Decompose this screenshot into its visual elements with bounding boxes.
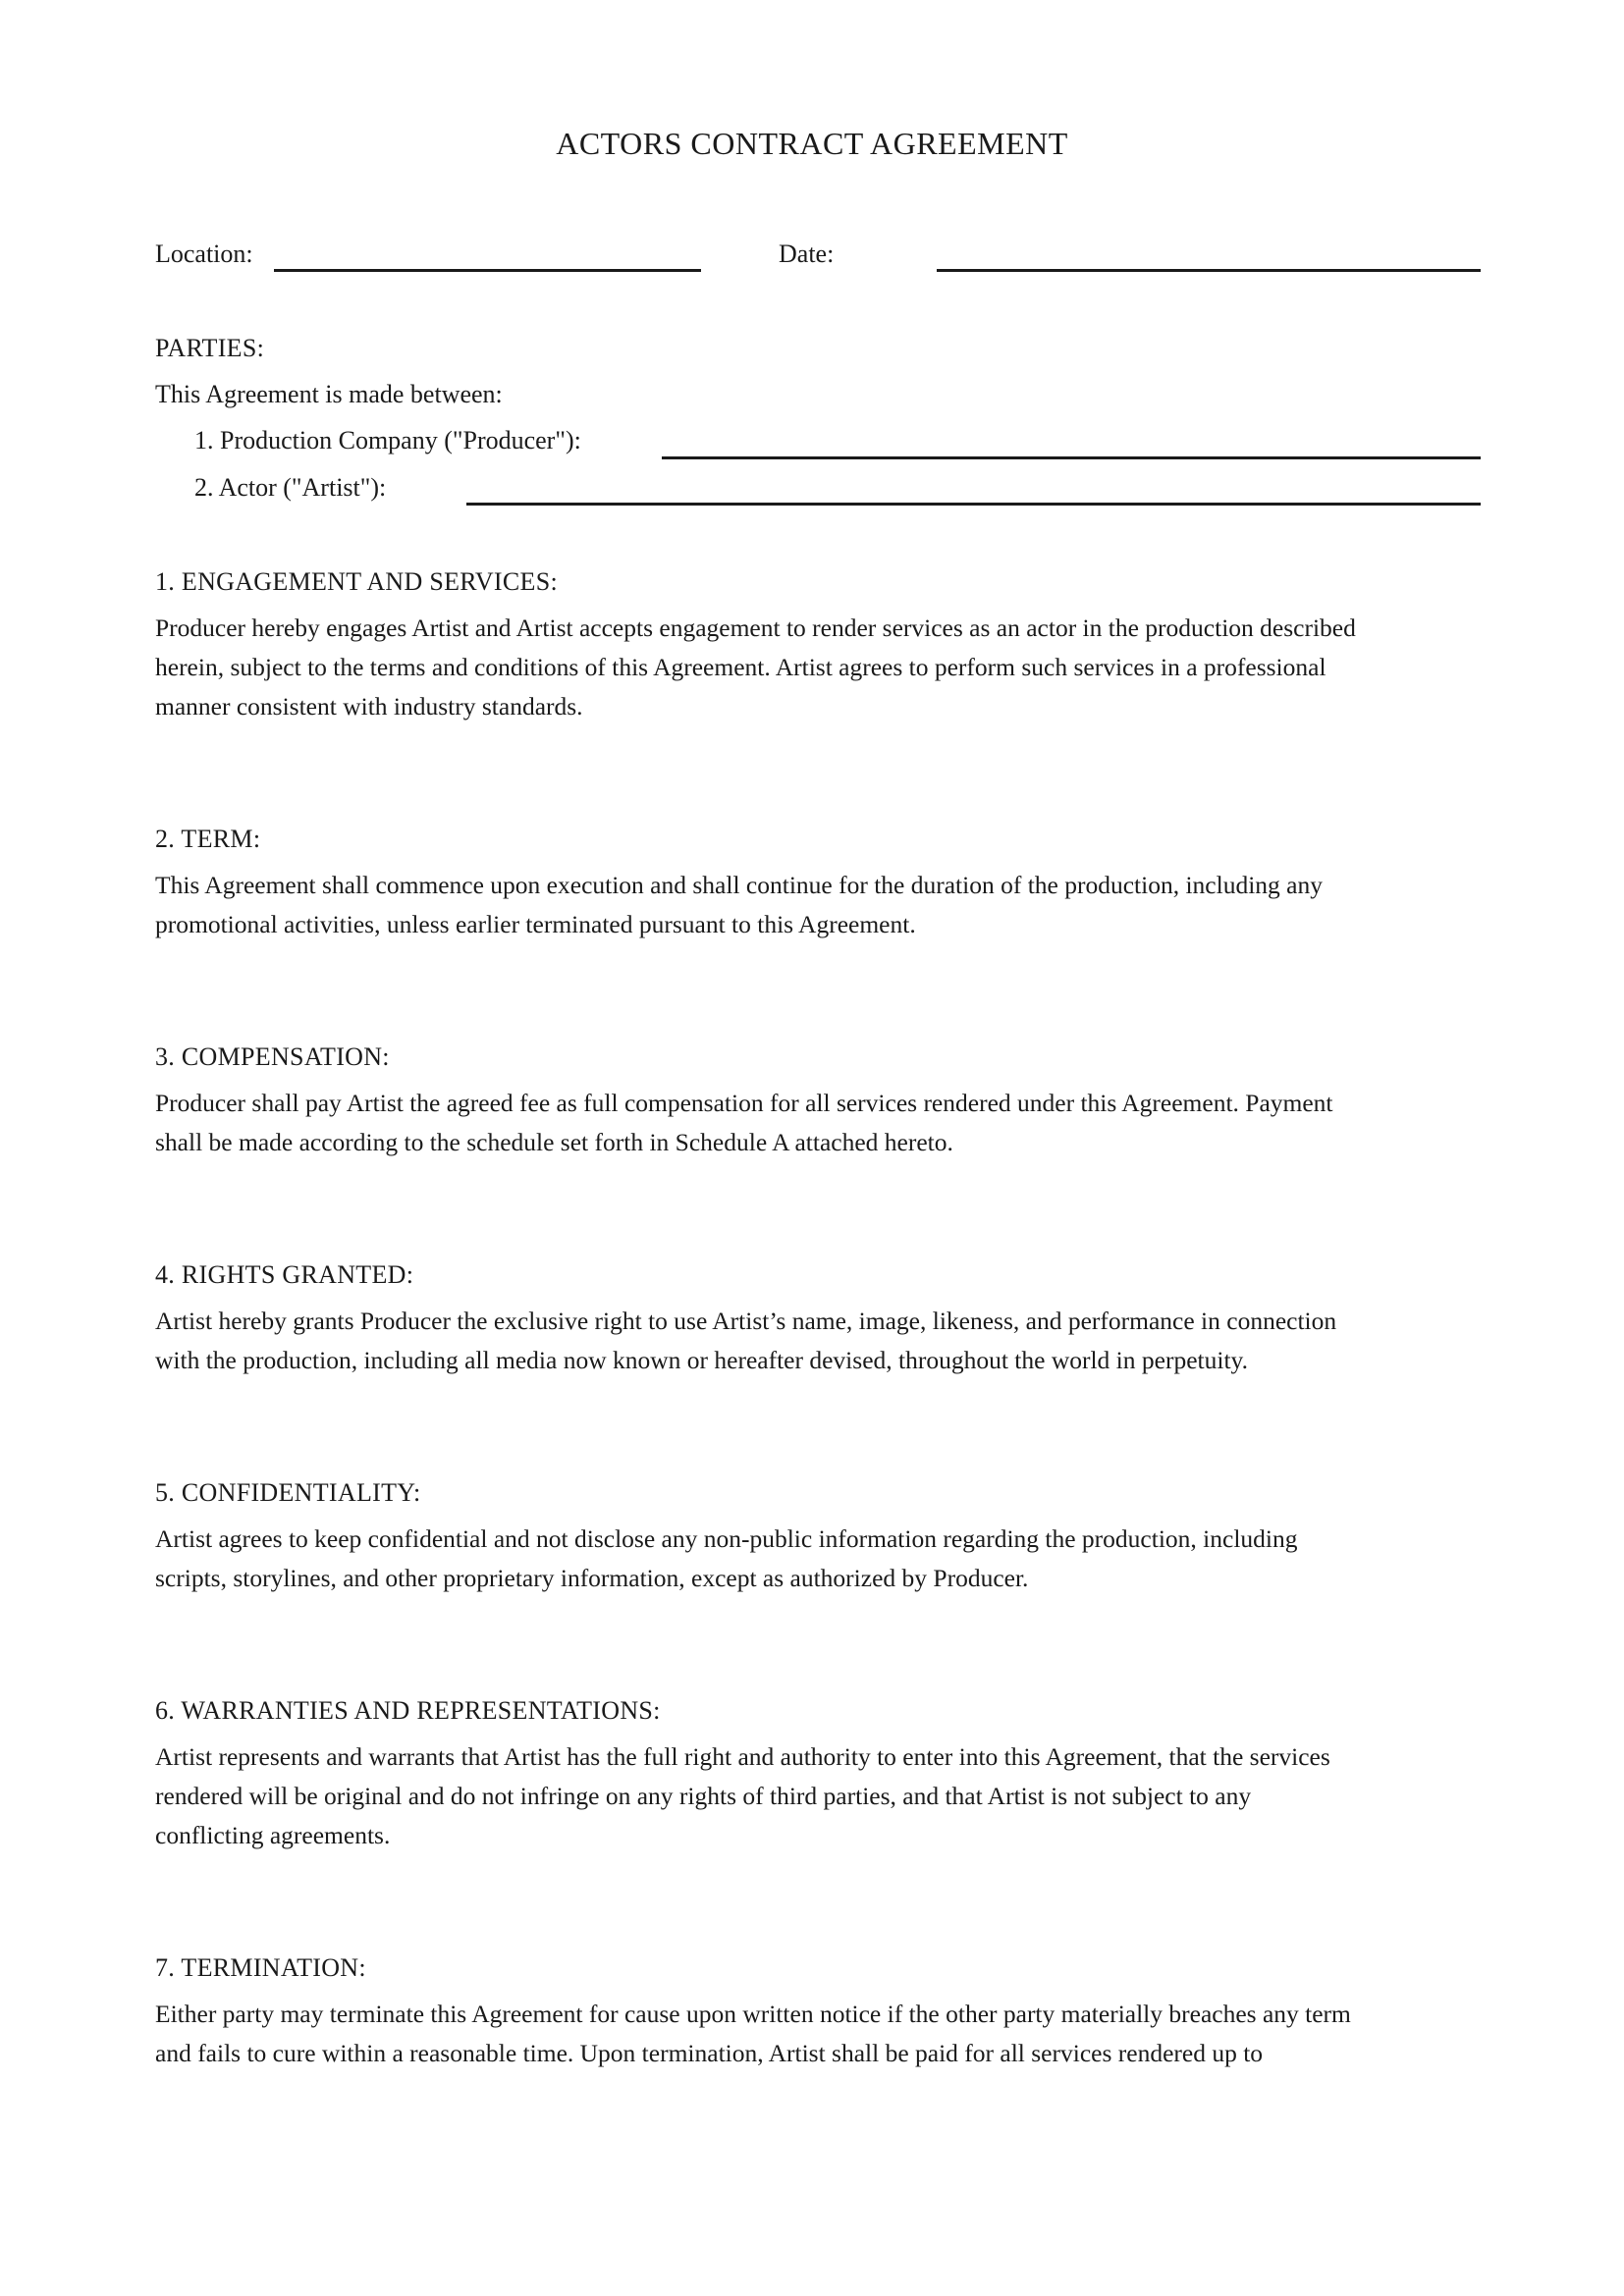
section-heading: 3. COMPENSATION: [155,1042,390,1071]
parties-heading: PARTIES: [155,334,265,362]
section-body [155,1737,1490,1855]
section-body-line: Producer shall pay Artist the agreed fee as full compensation for all services rendered under this Agreement. Payment [155,1089,1333,1117]
section-body-line: scripts, storylines, and other proprietary information, except as authorized by Producer. [155,1564,1029,1592]
section-body [155,1084,1490,1162]
section-body-line: with the production, including all media now known or hereafter devised, throughout the world in perpetuity. [155,1346,1248,1374]
section-body-line: Artist hereby grants Producer the exclusive right to use Artist’s name, image, likeness, and performance in connection [155,1307,1337,1335]
section-heading: 1. ENGAGEMENT AND SERVICES: [155,567,558,596]
section-body-line: rendered will be original and do not infringe on any rights of third parties, and that Artist is not subject to any [155,1782,1252,1810]
section-heading: 5. CONFIDENTIALITY: [155,1478,421,1507]
section-body-line: This Agreement shall commence upon execution and shall continue for the duration of the production, including any [155,871,1323,899]
section-body [155,1520,1490,1598]
location-blank-line[interactable] [274,269,701,272]
section-body [155,1302,1490,1380]
parties-intro: This Agreement is made between: [155,380,503,408]
section-body-line: Artist agrees to keep confidential and not disclose any non-public information regarding the production, including [155,1524,1298,1553]
section-body-line: conflicting agreements. [155,1821,391,1849]
section-body [155,866,1490,944]
section-body-line: shall be made according to the schedule set forth in Schedule A attached hereto. [155,1128,953,1156]
document-title: ACTORS CONTRACT AGREEMENT [556,126,1068,161]
section-heading: 2. TERM: [155,825,261,853]
party-2-label: 2. Actor ("Artist"): [194,473,387,502]
section-body-line: Producer hereby engages Artist and Artist accepts engagement to render services as an actor in the production described [155,614,1356,642]
section-heading: 4. RIGHTS GRANTED: [155,1260,414,1289]
producer-blank-line[interactable] [662,456,1481,459]
location-label: Location: [155,240,253,268]
date-label: Date: [779,240,835,268]
section-body-line: and fails to cure within a reasonable time. Upon termination, Artist shall be paid for all services rendered up to [155,2039,1264,2067]
section-heading: 6. WARRANTIES AND REPRESENTATIONS: [155,1696,661,1725]
section-body-line: herein, subject to the terms and conditions of this Agreement. Artist agrees to perform such services in a professional [155,653,1326,681]
party-1-label: 1. Production Company ("Producer"): [194,426,581,454]
section-heading: 7. TERMINATION: [155,1953,366,1982]
section-body-line: Either party may terminate this Agreement for cause upon written notice if the other party materially breaches any term [155,2000,1351,2028]
section-body-line: promotional activities, unless earlier terminated pursuant to this Agreement. [155,910,916,938]
section-body-line: Artist represents and warrants that Artist has the full right and authority to enter into this Agreement, that the services [155,1742,1330,1771]
artist-blank-line[interactable] [466,503,1481,506]
date-blank-line[interactable] [937,269,1481,272]
section-body [155,609,1490,726]
section-body [155,1995,1490,2073]
section-body-line: manner consistent with industry standards. [155,692,583,721]
